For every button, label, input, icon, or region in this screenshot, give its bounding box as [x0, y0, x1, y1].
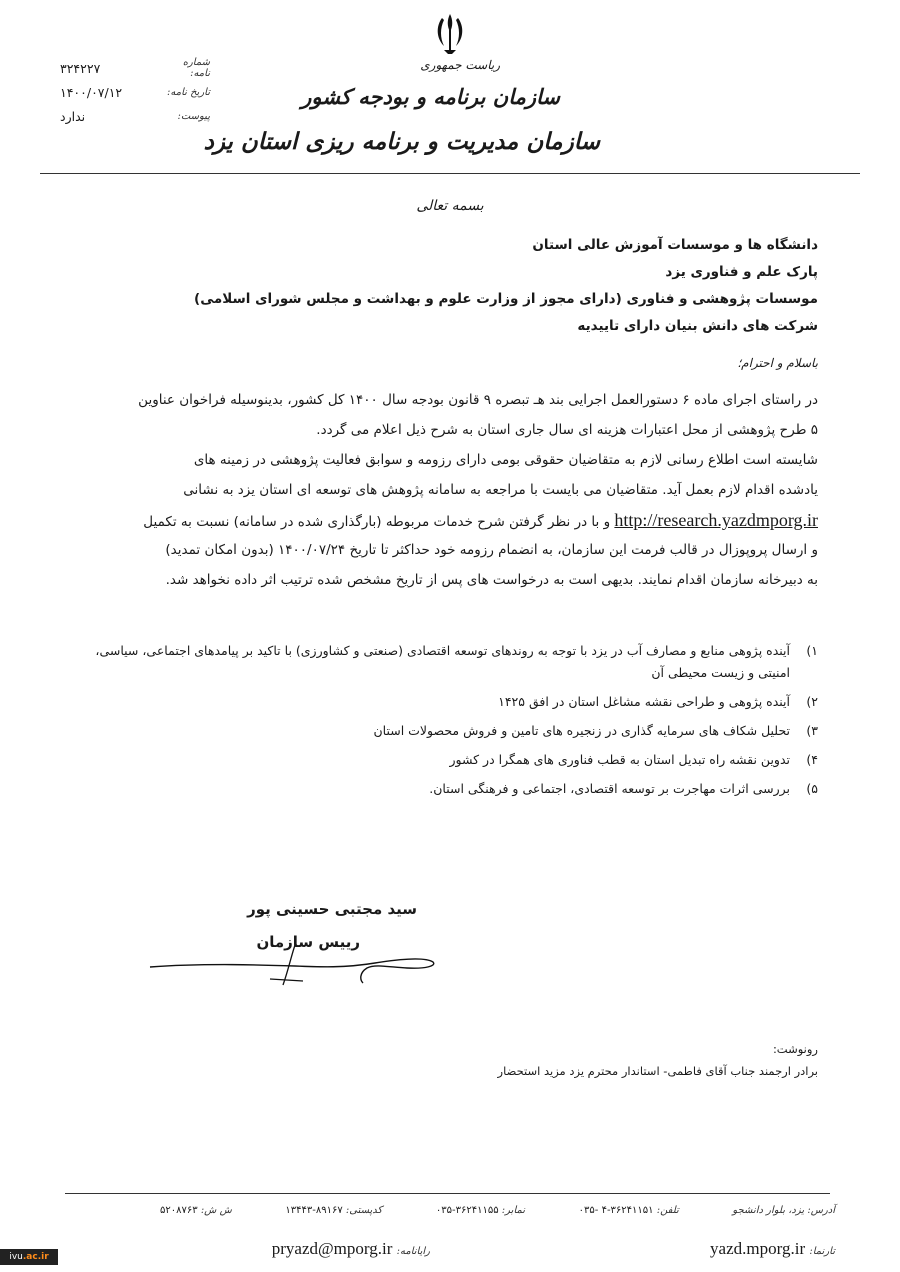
number-label: شماره نامه: [182, 57, 210, 79]
footer-fax [436, 1205, 525, 1216]
body-line: یادشده اقدام لازم بعمل آید. متقاضیان می بایست با مراجعه به سامانه پژوهش های توسعه ای استان یزد به نشانی [183, 482, 818, 498]
fax-value: ۳۶۲۴۱۱۵۵-۰۳۵ [435, 1205, 499, 1216]
postal-value: ۸۹۱۶۷-۱۳۴۴۳ [285, 1205, 343, 1216]
number-value: ۳۲۴۲۲۷ [60, 60, 101, 76]
body-line-with-link [80, 505, 818, 535]
list-item-text: تحلیل شکاف های سرمایه گذاری در زنجیره های تامین و فروش محصولات استان [373, 723, 790, 738]
body-line: شایسته است اطلاع رسانی لازم به متقاضیان حقوقی بومی دارای رزومه و سوابق فعالیت پژوهشی در زمینه های [193, 452, 818, 468]
footer-email [272, 1239, 430, 1259]
research-portal-link[interactable]: http://research.yazdmporg.ir [614, 510, 818, 530]
letter-body [80, 385, 818, 595]
cc-recipient: برادر ارجمند جناب آقای فاطمی- استاندار محترم یزد مزید استحضار [497, 1064, 818, 1078]
web-label: تارنما: [809, 1246, 835, 1257]
fax-label: نمابر: [501, 1205, 526, 1216]
footer-website [710, 1239, 835, 1259]
list-item [80, 640, 818, 684]
body-line: ۵ طرح پژوهشی از محل اعتبارات هزینه ای سال جاری استان به شرح ذیل اعلام می گردد. [316, 422, 818, 438]
list-item [80, 778, 818, 800]
list-item [80, 691, 818, 713]
org-province-title: سازمان مدیریت و برنامه ریزی استان یزد [203, 128, 600, 155]
list-item-number: ۵) [806, 781, 818, 796]
org-main-title: سازمان برنامه و بودجه کشور [301, 84, 560, 109]
addressee-list [194, 232, 818, 340]
addressee-item: شرکت های دانش بنیان دارای تاییدیه [577, 318, 818, 334]
footer-contact-row [160, 1205, 835, 1216]
list-item-text: آینده پژوهی و طراحی نقشه مشاغل استان در افق ۱۴۲۵ [498, 694, 790, 709]
date-label: تاریخ نامه: [167, 86, 210, 98]
list-item [80, 720, 818, 742]
date-value: ۱۴۰۰/۰۷/۱۲ [60, 84, 123, 100]
attach-label: پیوست: [177, 110, 210, 122]
signatory-name: سید مجتبی حسینی پور [247, 900, 417, 918]
header-divider [40, 173, 860, 174]
id-value: ۵۲۰۸۷۶۳ [160, 1205, 198, 1216]
addressee-item: موسسات پژوهشی و فناوری (دارای مجوز از وزارت علوم و بهداشت و مجلس شورای اسلامی) [194, 291, 818, 307]
cc-title: رونوشت: [772, 1042, 818, 1056]
body-line-text: و با در نظر گرفتن شرح خدمات مربوطه (بارگذاری شده در سامانه) نسبت به تکمیل [143, 514, 615, 530]
presidency-label: ریاست جمهوری [420, 58, 500, 72]
website-link[interactable]: yazd.mporg.ir [710, 1239, 806, 1258]
greeting: باسلام و احترام؛ [737, 356, 818, 370]
letter-meta [60, 56, 210, 128]
list-item-text: تدوین نقشه راه تبدیل استان به قطب فناوری های همگرا در کشور [449, 752, 790, 767]
addressee-item: پارک علم و فناوری یزد [665, 264, 818, 280]
watermark-badge [0, 1249, 58, 1265]
list-item-text: آینده پژوهی منابع و مصارف آب در یزد با توجه به روندهای توسعه اقتصادی (صنعتی و کشاورزی) با تاکید بر پیامدهای اجتماعی، سیاسی، امنیتی و زیست محیطی آن [95, 643, 790, 680]
signatory-title: رییس سازمان [256, 933, 360, 951]
badge-main: ivu [9, 1252, 23, 1262]
meta-attach-row [60, 104, 210, 128]
meta-date-row [60, 80, 210, 104]
bismillah: بسمه تعالی [416, 198, 484, 214]
list-item-number: ۳) [806, 723, 818, 738]
footer-divider [65, 1193, 830, 1194]
footer-phone [579, 1205, 679, 1216]
meta-number-row [60, 56, 210, 80]
footer-address: آدرس: یزد، بلوار دانشجو [732, 1205, 835, 1216]
list-item-number: ۲) [806, 694, 818, 709]
iran-emblem-icon [430, 10, 470, 58]
list-item-number: ۱) [806, 643, 818, 658]
body-line: به دبیرخانه سازمان اقدام نمایند. بدیهی است به درخواست های پس از تاریخ مشخص شده ترتیب اثر داده نخواهد شد. [165, 572, 818, 588]
list-item-text: بررسی اثرات مهاجرت بر توسعه اقتصادی، اجتماعی و فرهنگی استان. [429, 781, 790, 796]
list-item [80, 749, 818, 771]
mail-label: رایانامه: [396, 1246, 430, 1257]
badge-suffix: .ac.ir [22, 1252, 49, 1262]
addressee-item: دانشگاه ها و موسسات آموزش عالی استان [532, 237, 818, 253]
attach-value: ندارد [60, 108, 86, 124]
phone-value: ۳۶۲۴۱۱۵۱-۴ -۰۳۵ [578, 1205, 654, 1216]
postal-label: کدپستی: [345, 1205, 383, 1216]
footer-id [160, 1205, 232, 1216]
project-list [80, 640, 818, 807]
list-item-number: ۴) [806, 752, 818, 767]
email-link[interactable]: pryazd@mporg.ir [271, 1239, 393, 1258]
phone-label: تلفن: [656, 1205, 679, 1216]
footer-postal [285, 1205, 382, 1216]
id-label: ش ش: [200, 1205, 232, 1216]
body-line: و ارسال پروپوزال در قالب فرمت این سازمان، به انضمام رزومه خود حداکثر تا تاریخ ۱۴۰۰/۰۷/۲۴ (بدون امکان تمدید) [165, 542, 818, 558]
body-line: در راستای اجرای ماده ۶ دستورالعمل اجرایی بند هـ تبصره ۹ قانون بودجه سال ۱۴۰۰ کل کشور، بدینوسیله فراخوان عناوین [138, 392, 818, 408]
handwritten-signature-icon [145, 935, 440, 990]
